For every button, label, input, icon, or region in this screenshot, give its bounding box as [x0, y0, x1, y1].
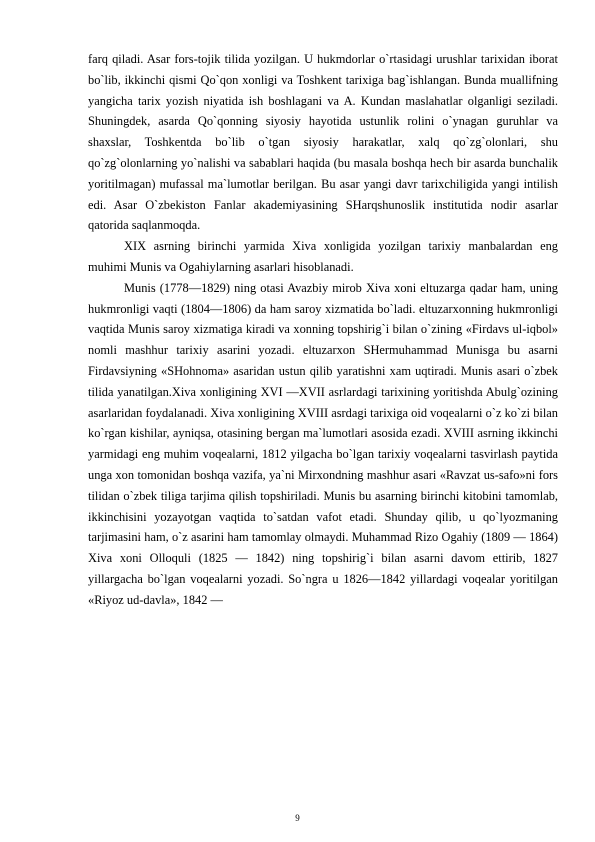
body-text [88, 49, 558, 611]
page-number: 9 [295, 813, 300, 823]
paragraph-2: XIX asrning birinchi yarmida Xiva xonligida yozilgan tarixiy manbalardan eng muhimi Munis va Ogahiylarning asarlari hisoblanadi. [88, 239, 558, 274]
paragraph-1: farq qiladi. Asar fors-tojik tilida yozilgan. U hukmdorlar o`rtasidagi urushlar tarixidan iborat bo`lib, ikkinchi qismi Qo`qon xonligi va Toshkent tarixiga bag`ishlangan. Bunda muallifning yangicha tarix yozish niyatida ish boshlagani va A. Kundan maslahatlar olganligi seziladi. Shuningdek, asarda Qo`qonning siyosiy hayotida ustunlik rolini o`ynagan guruhlar va shaxslar, Toshkentda bo`lib o`tgan siyosiy harakatlar, xalq qo`zg`olonlari, shu qo`zg`olonlarning yo`nalishi va sabablari haqida (bu masala boshqa hech bir asarda bunchalik yoritilmagan) mufassal ma`lumotlar berilgan. Bu asar yangi davr tarixchiligida yangi intilish edi. Asar O`zbekiston Fanlar akademiyasining SHarqshunoslik institutida nodir asarlar qatorida saqlanmoqda. [88, 52, 558, 233]
paragraph-3: Munis (1778—1829) ning otasi Avazbiy mirob Xiva xoni eltuzarga qadar ham, uning hukmronligi vaqti (1804—1806) da ham saroy xizmatida bo`ladi. eltuzarxonning hukmronligi vaqtida Munis saroy xizmatiga kiradi va xonning topshirig`i bilan o`zining «Firdavs ul-iqbol» nomli mashhur tarixiy asarini yozadi. eltuzarxon SHermuhammad Munisga bu asarni Firdavsiyning «SHohnoma» asaridan ustun qilib yaratishni xam uqtiradi. Munis asari o`zbek tilida yanatilgan.Xiva xonligining XVI —XVII asrlardagi tarixining yoritishda Abulg`ozining asarlaridan foydalanadi. Xiva xonligining XVIII asrdagi tarixiga oid voqealarni o`z ko`zi bilan ko`rgan kishilar, ayniqsa, otasining bergan ma`lumotlari asosida ezadi. XVIII asrning ikkinchi yarmidagi eng muhim voqealarni, 1812 yilgacha bo`lgan tarixiy voqealarni tasvirlash paytida unga xon tomonidan boshqa vazifa, ya`ni Mirxondning mashhur asari «Ravzat us-safo»ni fors tilidan o`zbek tiliga tarjima qilish topshiriladi. Munis bu asarning birinchi kitobini tamomlab, ikkinchisini yozayotgan vaqtida to`satdan vafot etadi. Shunday qilib, u qo`lyozmaning tarjimasini ham, o`z asarini ham tamomlay olmaydi. Muhammad Rizo Ogahiy (1809 — 1864) Xiva xoni Olloquli (1825 — 1842) ning topshirig`i bilan asarni davom ettirib, 1827 yillargacha bo`lgan voqealarni yozadi. So`ngra u 1826—1842 yillardagi voqealar yoritilgan «Riyoz ud-davla», 1842 — [88, 280, 558, 607]
